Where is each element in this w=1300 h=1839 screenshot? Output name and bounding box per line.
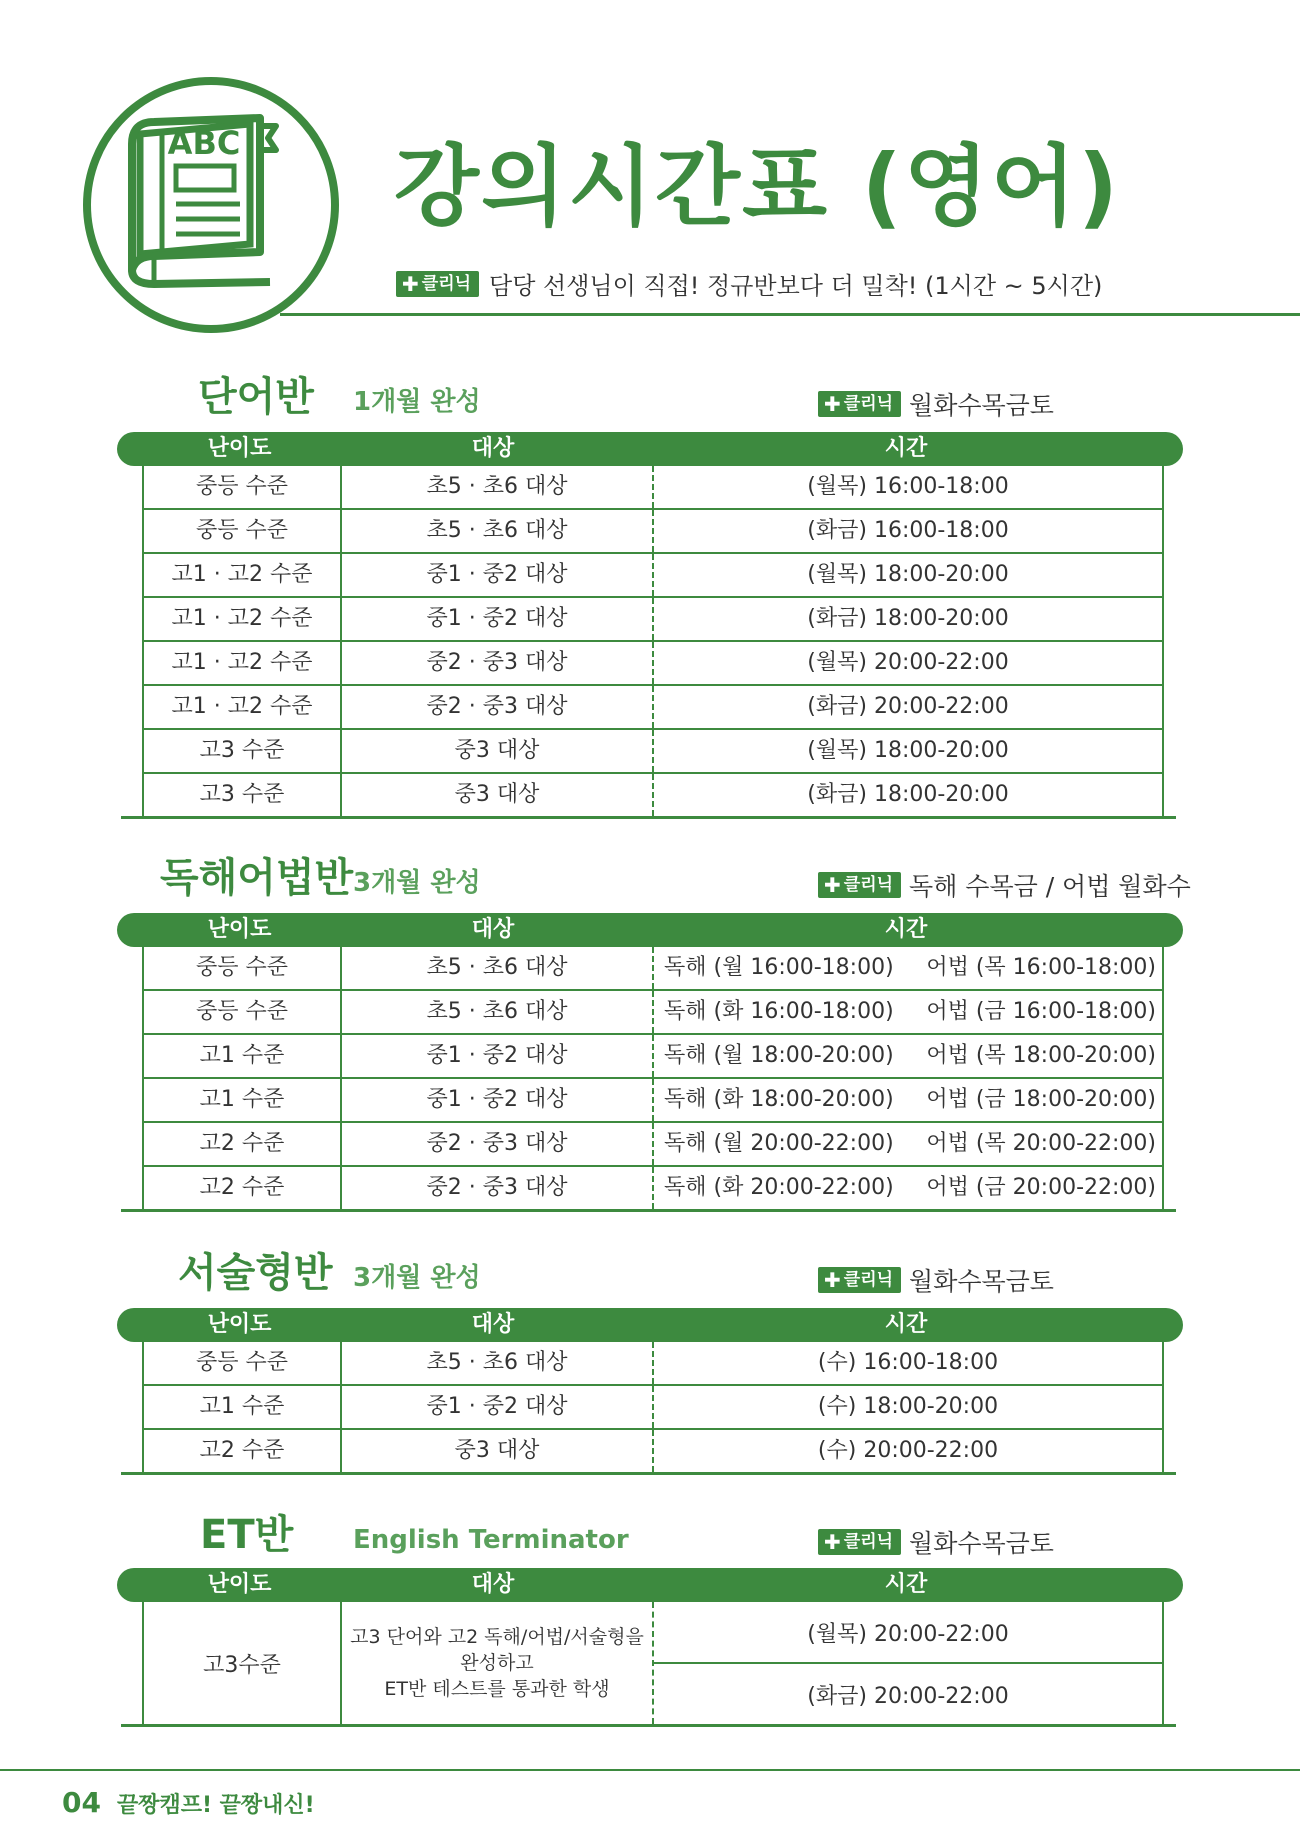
footer-text: 끝짱캠프! 끝짱내신! [116, 1793, 315, 1818]
table-row: 중등 수준 초5 · 초6 대상 독해 (월 16:00-18:00) 어법 (목 16:00-18:00) [144, 947, 1162, 991]
table-row: 고3 수준 중3 대상 (화금) 18:00-20:00 [144, 774, 1162, 816]
section-subtitle: English Terminator [353, 1525, 629, 1555]
table-body [142, 947, 1164, 1209]
plus-icon: ✚ [824, 1530, 841, 1554]
plus-icon: ✚ [824, 1268, 841, 1292]
section-days: ✚ 클리닉 월화수목금토 [818, 1524, 1054, 1560]
header-subtitle [396, 266, 1102, 301]
schedule-table [117, 1568, 1183, 1727]
schedule-table [117, 432, 1183, 819]
table-row: 고1 · 고2 수준 중1 · 중2 대상 (화금) 18:00-20:00 [144, 598, 1162, 642]
logo-text: ABC [167, 124, 241, 162]
table-row: 고1 수준 중1 · 중2 대상 독해 (월 18:00-20:00) 어법 (목 18:00-20:00) [144, 1035, 1162, 1079]
table-row: 중등 수준 초5 · 초6 대상 (화금) 16:00-18:00 [144, 510, 1162, 554]
table-row: 고1 · 고2 수준 중2 · 중3 대상 (월목) 20:00-22:00 [144, 642, 1162, 686]
table-bottom-rule [121, 816, 1176, 819]
et-times [654, 1602, 1162, 1724]
subtitle-text: 담당 선생님이 직접! 정규반보다 더 밀착! (1시간 ~ 5시간) [489, 272, 1103, 300]
table-row: 고1 수준 중1 · 중2 대상 독해 (화 18:00-20:00) 어법 (금 18:00-20:00) [144, 1079, 1162, 1123]
clinic-badge: ✚ 클리닉 [818, 391, 901, 417]
schedule-table [117, 913, 1183, 1212]
clinic-badge: ✚ 클리닉 [818, 1529, 901, 1555]
table-row: 중등 수준 초5 · 초6 대상 (월목) 16:00-18:00 [144, 466, 1162, 510]
table-bottom-rule [121, 1724, 1176, 1727]
table-row: 고1 · 고2 수준 중2 · 중3 대상 (화금) 20:00-22:00 [144, 686, 1162, 730]
clinic-badge: ✚ 클리닉 [818, 872, 901, 898]
table-row: 고1 수준 중1 · 중2 대상 (수) 18:00-20:00 [144, 1386, 1162, 1430]
page-title: 강의시간표 (영어) [394, 135, 1121, 238]
table-header: 난이도 대상 시간 [117, 1568, 1183, 1602]
section-days: ✚ 클리닉 독해 수목금 / 어법 월화수 [818, 867, 1191, 903]
book-logo-icon [80, 74, 342, 336]
table-bottom-rule [121, 1472, 1176, 1475]
section-title: 서술형반 [178, 1250, 333, 1296]
header-divider [280, 313, 1300, 316]
et-level: 고3수준 [144, 1602, 342, 1724]
et-time: (화금) 20:00-22:00 [807, 1683, 1009, 1709]
section-title: 단어반 [198, 374, 314, 420]
table-row: 중등 수준 초5 · 초6 대상 (수) 16:00-18:00 [144, 1342, 1162, 1386]
page-number: 04 [62, 1786, 101, 1819]
plus-icon: ✚ [402, 271, 419, 296]
section-subtitle: 3개월 완성 [353, 868, 481, 898]
section-days: ✚ 클리닉 월화수목금토 [818, 1262, 1054, 1298]
table-header: 난이도 대상 시간 [117, 1308, 1183, 1342]
table-row: 중등 수준 초5 · 초6 대상 독해 (화 16:00-18:00) 어법 (금 16:00-18:00) [144, 991, 1162, 1035]
schedule-table [117, 1308, 1183, 1475]
footer-divider [0, 1769, 1300, 1771]
section-subtitle: 1개월 완성 [353, 387, 481, 417]
table-body [142, 1602, 1164, 1724]
table-body [142, 1342, 1164, 1472]
plus-icon: ✚ [824, 392, 841, 416]
table-body [142, 466, 1164, 816]
et-target: 고3 단어와 고2 독해/어법/서술형을 완성하고 ET반 테스트를 통과한 학생 [342, 1602, 654, 1724]
table-row: 고3 수준 중3 대상 (월목) 18:00-20:00 [144, 730, 1162, 774]
table-row: 고2 수준 중3 대상 (수) 20:00-22:00 [144, 1430, 1162, 1472]
table-row: 고2 수준 중2 · 중3 대상 독해 (화 20:00-22:00) 어법 (금 20:00-22:00) [144, 1167, 1162, 1209]
table-header: 난이도 대상 시간 [117, 432, 1183, 466]
table-header: 난이도 대상 시간 [117, 913, 1183, 947]
table-row: 고1 · 고2 수준 중1 · 중2 대상 (월목) 18:00-20:00 [144, 554, 1162, 598]
section-subtitle: 3개월 완성 [353, 1263, 481, 1293]
section-days: ✚ 클리닉 월화수목금토 [818, 386, 1054, 422]
table-row: 고2 수준 중2 · 중3 대상 독해 (월 20:00-22:00) 어법 (목 20:00-22:00) [144, 1123, 1162, 1167]
footer [62, 1786, 315, 1819]
section-title: ET반 [200, 1512, 294, 1558]
table-bottom-rule [121, 1209, 1176, 1212]
plus-icon: ✚ [824, 873, 841, 897]
clinic-badge: ✚ 클리닉 [396, 271, 479, 297]
et-time: (월목) 20:00-22:00 [654, 1602, 1162, 1664]
clinic-badge: ✚ 클리닉 [818, 1267, 901, 1293]
section-title: 독해어법반 [160, 855, 354, 901]
